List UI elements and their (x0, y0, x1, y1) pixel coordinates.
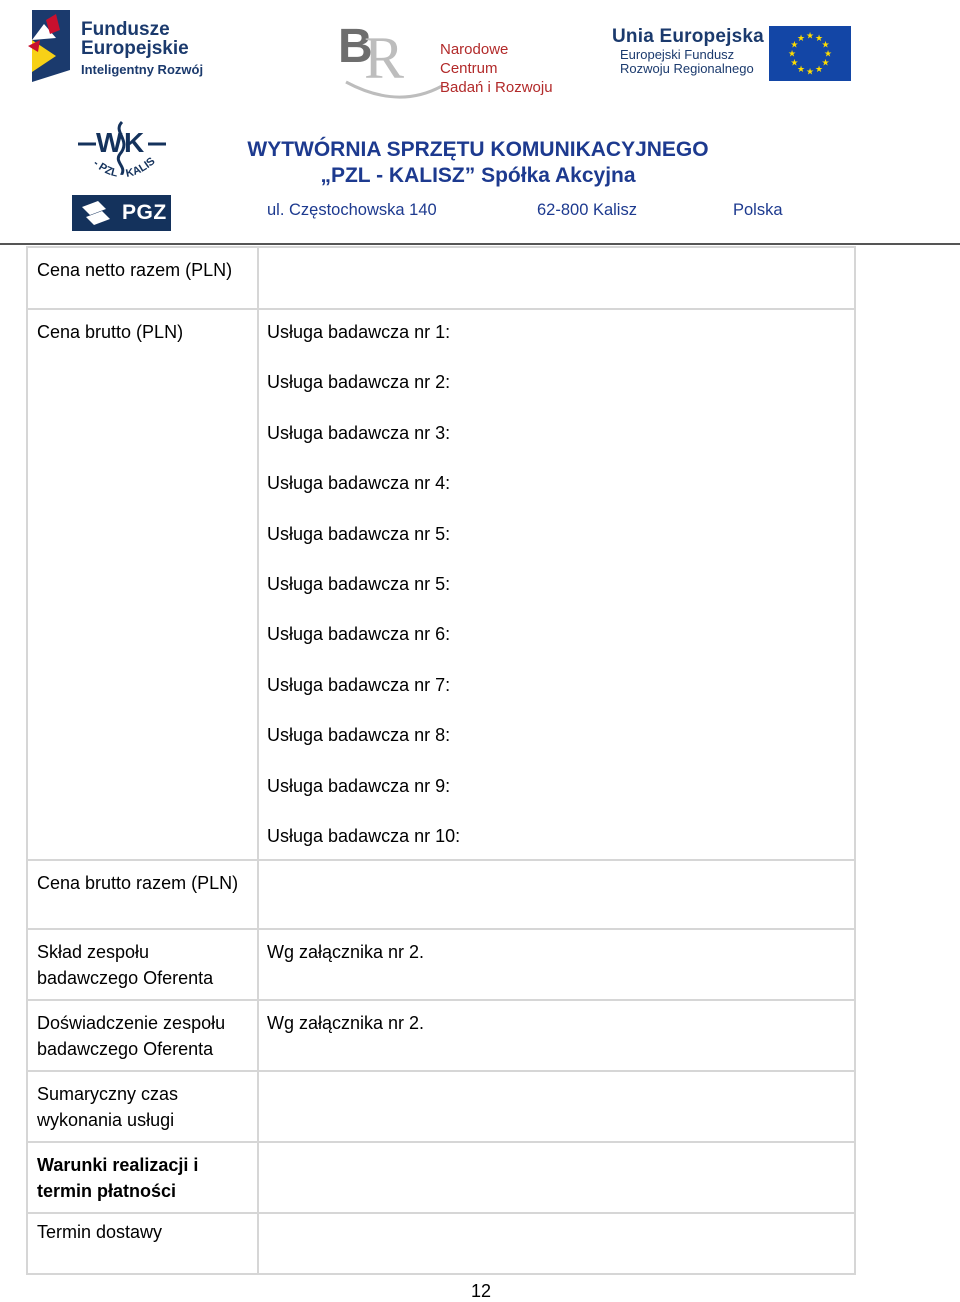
row-value (259, 248, 854, 265)
row-value-cell (258, 1213, 855, 1274)
ncbr-br-icon (338, 16, 442, 100)
services-list (259, 310, 854, 859)
row-label: Sumaryczny czas wykonania usługi (37, 1083, 179, 1130)
row-label: Skład zespołu badawczego Oferenta (37, 941, 214, 988)
eu-star-icon: ★ (821, 57, 830, 68)
fundusze-line1: Fundusze (81, 19, 170, 40)
eu-star-icon: ★ (821, 39, 830, 50)
table-row (27, 247, 855, 309)
unia-line1: Unia Europejska (612, 26, 764, 47)
wsk-logo (76, 118, 168, 190)
service-item: Usługa badawcza nr 9: (267, 775, 451, 796)
row-value (259, 1214, 854, 1231)
eu-star-icon: ★ (814, 32, 824, 43)
row-value (259, 861, 854, 878)
service-item: Usługa badawcza nr 4: (267, 473, 451, 494)
row-label-cell (27, 247, 258, 309)
row-value-cell (258, 1071, 855, 1142)
row-label-cell (27, 860, 258, 929)
row-label-cell (27, 1000, 258, 1071)
svg-text:B: B (338, 20, 373, 73)
row-label: Cena brutto (PLN) (37, 322, 184, 342)
svg-text:- PZL - KALISZ -: - PZL - KALIS (90, 155, 158, 181)
row-label: Cena netto razem (PLN) (37, 260, 233, 280)
row-label-cell (27, 1142, 258, 1213)
unia-line3: Rozwoju Regionalnego (620, 61, 754, 76)
row-label-cell (27, 929, 258, 1000)
company-name: WYTWÓRNIA SPRZĘTU KOMUNIKACYJNEGO (247, 138, 709, 161)
table-row (27, 309, 855, 860)
fundusze-line3: Inteligentny Rozwój (81, 62, 204, 77)
company-city: 62-800 Kalisz (537, 201, 637, 219)
row-value: Wg załącznika nr 2. (267, 941, 425, 962)
eu-flag-icon (769, 26, 851, 81)
svg-text:K: K (124, 127, 145, 158)
row-label-cell (27, 1213, 258, 1274)
row-value-cell (258, 929, 855, 1000)
service-item: Usługa badawcza nr 5: (267, 573, 451, 594)
pgz-text: PGZ (122, 201, 167, 224)
table-row (27, 860, 855, 929)
company-subtitle: „PZL - KALISZ” Spółka Akcyjna (320, 164, 636, 187)
table-row (27, 1213, 855, 1274)
table-row (27, 1071, 855, 1142)
row-value-cell (258, 1000, 855, 1071)
eu-star-icon: ★ (805, 30, 815, 41)
company-country: Polska (733, 201, 783, 219)
svg-text:W: W (96, 127, 123, 158)
eu-star-icon: ★ (823, 48, 833, 59)
row-label: Cena brutto razem (PLN) (37, 872, 239, 893)
services-cell (258, 309, 855, 860)
eu-star-icon: ★ (796, 64, 806, 75)
service-item: Usługa badawcza nr 5: (267, 523, 451, 544)
ncbr-logo (338, 16, 558, 100)
eu-star-icon: ★ (814, 64, 824, 75)
ncbr-line1: Narodowe Centrum (440, 41, 509, 77)
eu-star-icon: ★ (790, 39, 799, 50)
row-value: Wg załącznika nr 2. (267, 1012, 425, 1033)
service-item: Usługa badawcza nr 7: (267, 674, 451, 695)
header-divider (0, 243, 960, 245)
service-item: Usługa badawcza nr 10: (267, 825, 461, 846)
ncbr-line2: Badań i Rozwoju (440, 79, 553, 96)
eu-star-icon: ★ (790, 57, 799, 68)
fundusze-star-icon (26, 10, 78, 82)
row-label-cell (27, 1071, 258, 1142)
row-value-cell (258, 1142, 855, 1213)
row-value (259, 1072, 854, 1089)
row-label: Warunki realizacji i termin płatności (37, 1154, 199, 1201)
service-item: Usługa badawcza nr 3: (267, 422, 451, 443)
row-value-cell (258, 247, 855, 309)
eu-star-icon: ★ (787, 48, 797, 59)
table-row (27, 1142, 855, 1213)
fundusze-europejskie-logo (26, 10, 211, 86)
pgz-logo (72, 195, 171, 231)
wsk-emblem-icon (76, 118, 168, 190)
service-item: Usługa badawcza nr 8: (267, 725, 451, 746)
row-label: Doświadczenie zespołu badawczego Oferenta (37, 1012, 226, 1059)
eu-star-icon: ★ (796, 32, 806, 43)
pgz-wings-icon (76, 195, 122, 231)
fundusze-line2: Europejskie (81, 38, 189, 59)
table-row (27, 929, 855, 1000)
row-value-cell (258, 860, 855, 929)
service-item: Usługa badawcza nr 1: (267, 322, 451, 342)
company-street: ul. Częstochowska 140 (267, 201, 437, 219)
svg-text:R: R (364, 25, 405, 91)
unia-europejska-logo (612, 26, 852, 86)
table-row (27, 1000, 855, 1071)
row-label: Termin dostawy (37, 1221, 163, 1242)
eu-star-icon: ★ (805, 66, 815, 77)
service-item: Usługa badawcza nr 2: (267, 372, 451, 393)
page-number: 12 (470, 1281, 492, 1301)
row-value (259, 1143, 854, 1160)
row-label-cell (27, 309, 258, 860)
offer-table (26, 246, 856, 1275)
unia-line2: Europejski Fundusz (620, 47, 735, 62)
service-item: Usługa badawcza nr 6: (267, 624, 451, 645)
